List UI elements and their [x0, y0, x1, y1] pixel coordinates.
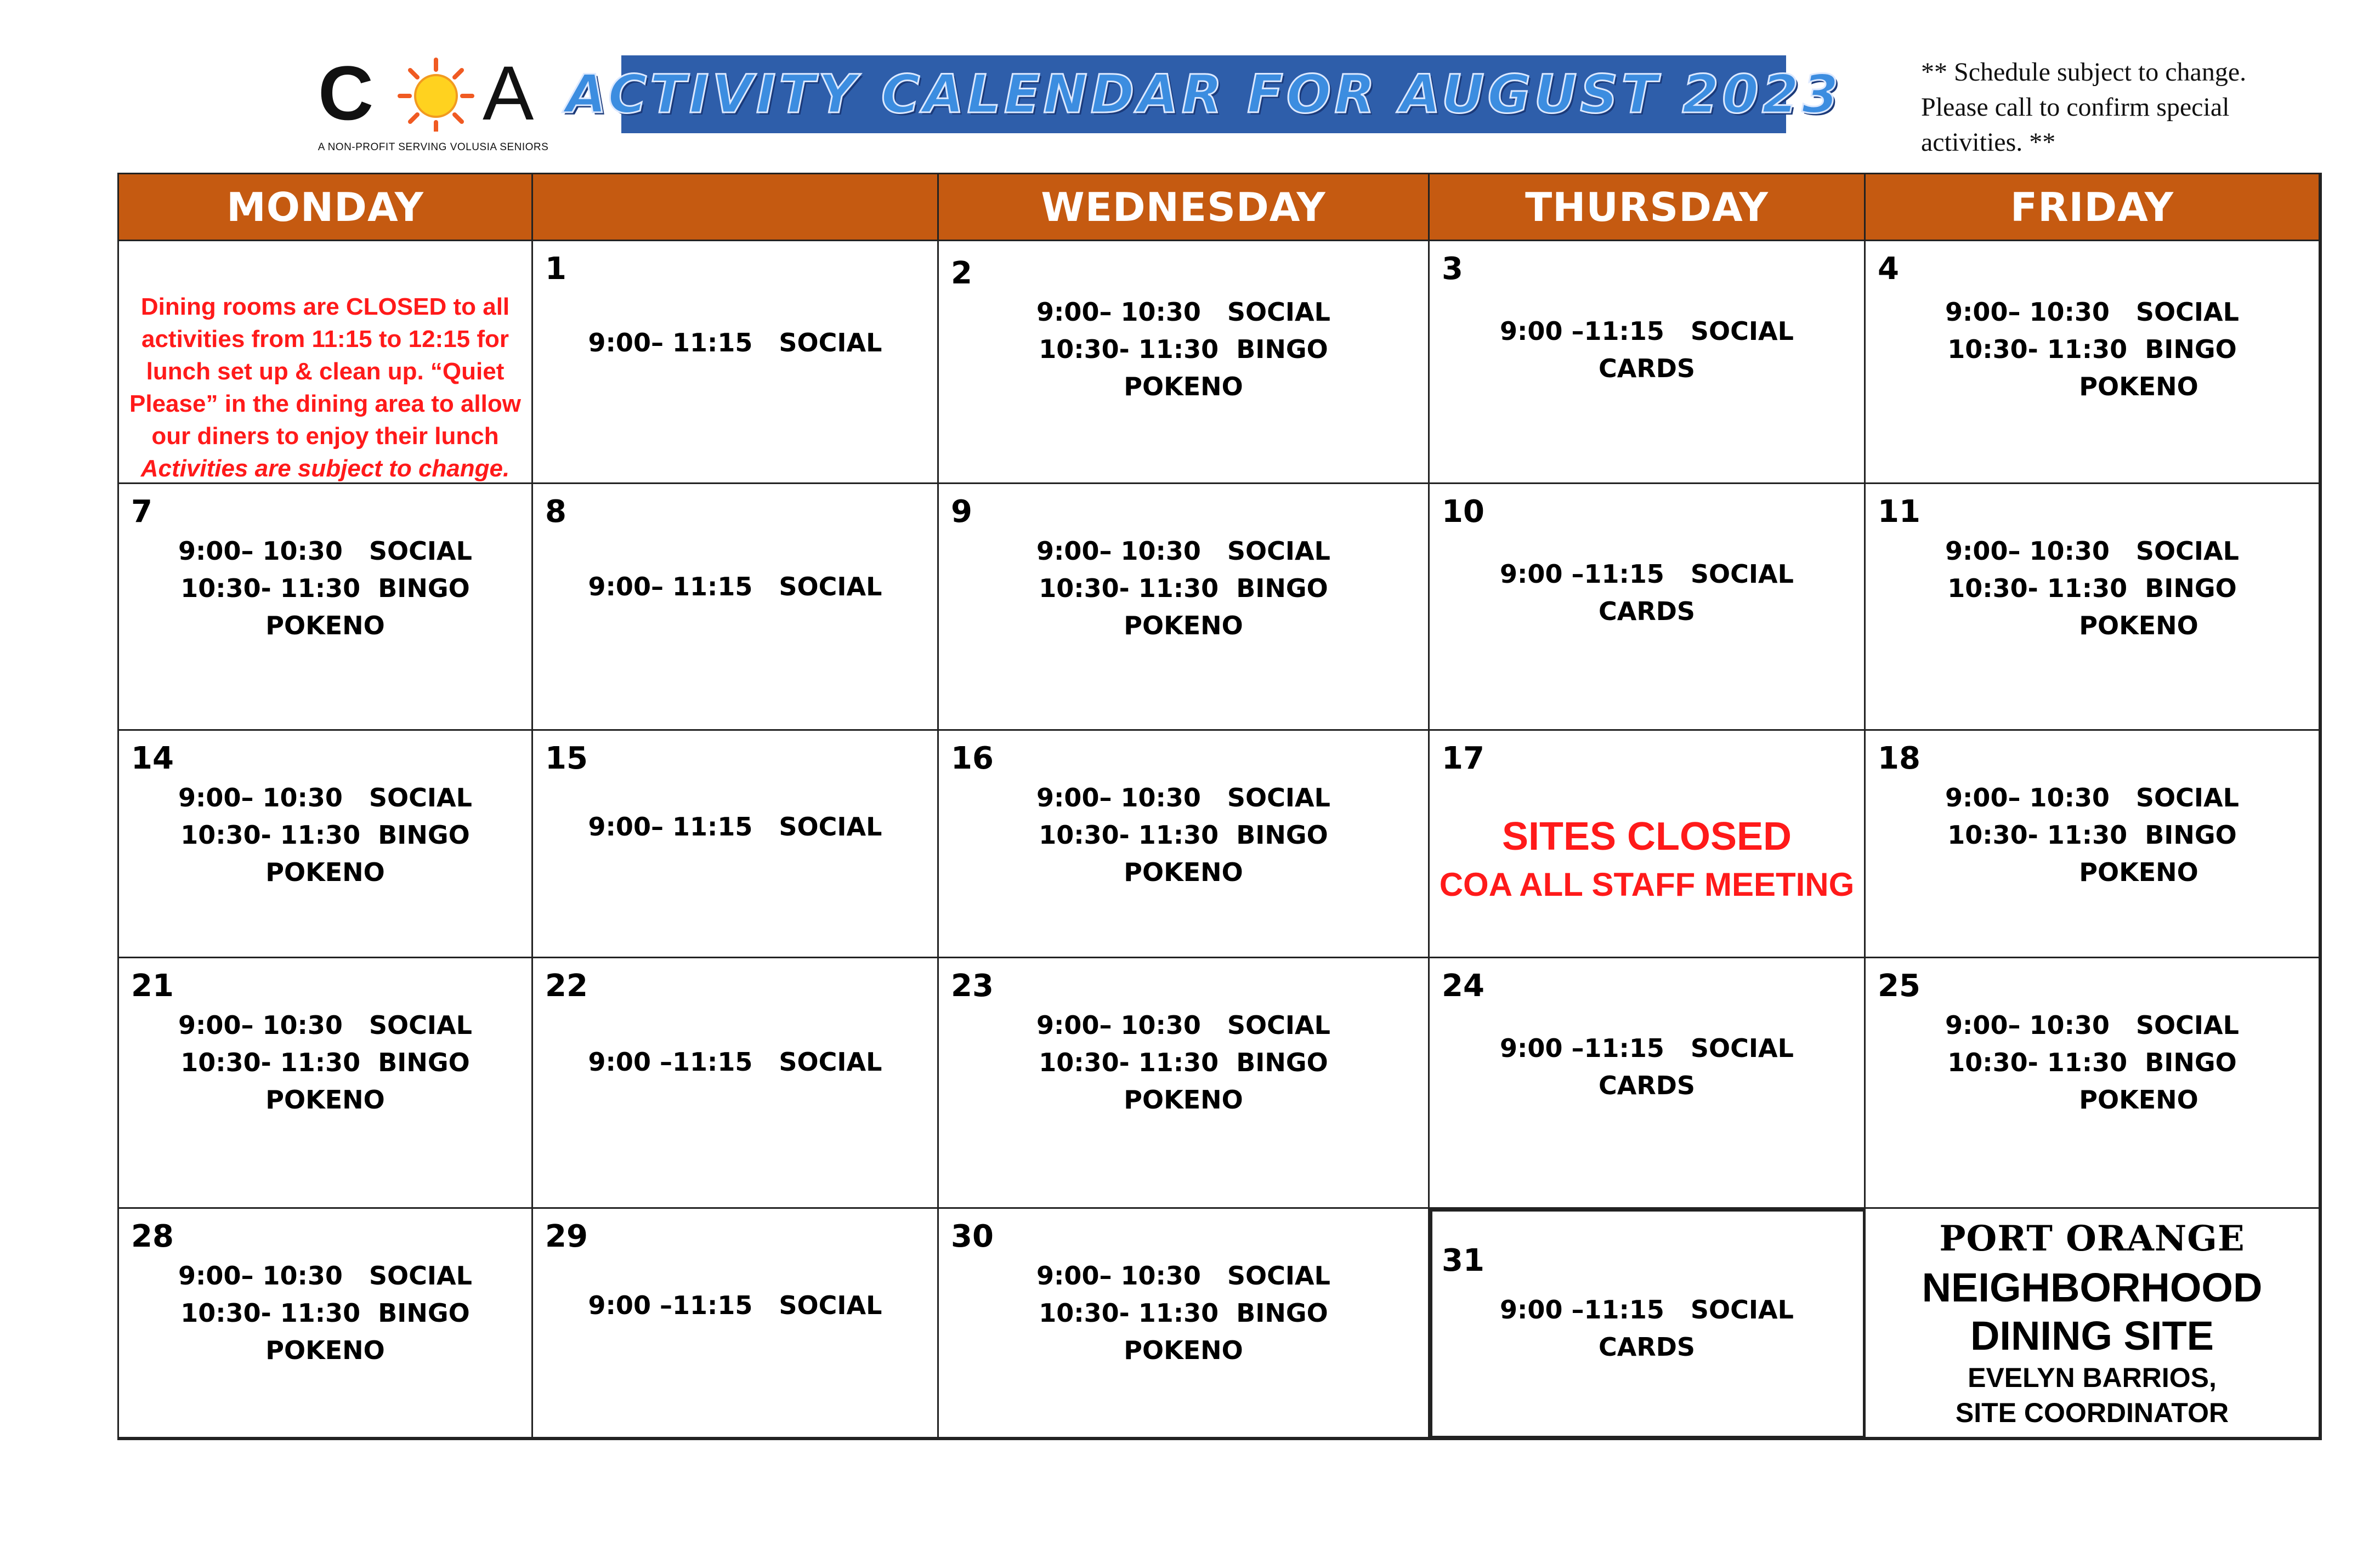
activity-line: 9:00 –11:15 SOCIAL — [1500, 1033, 1794, 1063]
activity-line: POKENO — [1124, 1085, 1243, 1115]
activity-line: 9:00 –11:15 SOCIAL — [588, 1291, 882, 1320]
day-cell — [1866, 241, 2320, 484]
activity-line: 9:00– 11:15 SOCIAL — [588, 572, 882, 601]
activity-line: POKENO — [1124, 611, 1243, 640]
activity-list — [1866, 532, 2319, 644]
column-header-wednesday: WEDNESDAY — [939, 174, 1430, 241]
day-cell — [119, 958, 533, 1209]
day-cell — [533, 241, 939, 484]
day-number: 9 — [951, 494, 972, 530]
day-cell — [1866, 731, 2320, 958]
activity-list — [533, 1287, 937, 1324]
activity-line: 9:00 –11:15 SOCIAL — [1500, 1295, 1794, 1324]
calendar-grid — [117, 173, 2322, 1440]
day-cell — [533, 1209, 939, 1439]
day-cell — [939, 1209, 1430, 1439]
activity-line: 9:00 –11:15 SOCIAL — [1500, 559, 1794, 589]
day-cell — [939, 958, 1430, 1209]
activity-list — [939, 1007, 1428, 1118]
day-cell — [1866, 484, 2320, 731]
day-cell — [939, 241, 1430, 484]
activity-list — [119, 1257, 531, 1369]
activity-line: 9:00 –11:15 SOCIAL — [1500, 316, 1794, 346]
activity-list — [939, 1257, 1428, 1369]
day-cell — [1430, 484, 1866, 731]
logo-tagline: A NON-PROFIT SERVING VOLUSIA SENIORS — [318, 141, 549, 153]
day-number: 28 — [131, 1219, 174, 1254]
day-number: 14 — [131, 741, 174, 776]
activity-list — [939, 532, 1428, 644]
day-number: 18 — [1878, 741, 1920, 776]
activity-list — [533, 1043, 937, 1081]
activity-line: 9:00– 10:30 SOCIAL — [178, 536, 472, 566]
day-cell — [533, 731, 939, 958]
calendar-title: ACTIVITY CALENDAR FOR AUGUST 2023 — [565, 64, 1842, 125]
column-header-monday: MONDAY — [119, 174, 533, 241]
day-number: 24 — [1442, 968, 1484, 1004]
activity-list — [1430, 1291, 1864, 1366]
day-cell — [1866, 958, 2320, 1209]
activity-list — [1866, 1007, 2319, 1118]
activity-line: 9:00– 10:30 SOCIAL — [178, 1261, 472, 1291]
sites-closed-title: SITES CLOSED — [1501, 815, 1792, 859]
day-number: 21 — [131, 968, 174, 1004]
schedule-note: ** Schedule subject to change. Please call to confirm special activities. ** — [1921, 58, 2247, 157]
activity-line: 10:30- 11:30 BINGO — [1947, 573, 2237, 603]
activity-list — [939, 293, 1428, 405]
site-info-line5: SITE COORDINATOR — [1955, 1397, 2229, 1428]
activity-line: POKENO — [2079, 611, 2198, 640]
activity-line: 9:00– 10:30 SOCIAL — [178, 1010, 472, 1040]
day-number: 30 — [951, 1219, 994, 1254]
day-number: 2 — [951, 255, 972, 291]
day-number: 17 — [1442, 741, 1484, 776]
activity-line: 9:00– 10:30 SOCIAL — [1945, 1010, 2239, 1040]
site-info-line1: PORT ORANGE — [1939, 1218, 2245, 1259]
activity-line: POKENO — [1124, 372, 1243, 401]
calendar-title-bar — [565, 55, 1842, 133]
activity-line: POKENO — [1124, 1335, 1243, 1365]
activity-line: 9:00– 10:30 SOCIAL — [1036, 297, 1330, 327]
day-number: 3 — [1442, 251, 1463, 287]
site-info — [1866, 1214, 2319, 1430]
activity-line: 9:00– 11:15 SOCIAL — [588, 328, 882, 357]
activity-list — [1430, 312, 1864, 387]
day-number: 11 — [1878, 494, 1920, 530]
activity-line: CARDS — [1598, 1071, 1696, 1100]
day-number: 8 — [545, 494, 566, 530]
sites-closed-notice — [1430, 813, 1864, 909]
svg-text:A: A — [483, 55, 534, 132]
column-header-blank — [533, 174, 939, 241]
day-cell — [939, 731, 1430, 958]
day-cell — [119, 731, 533, 958]
activity-list — [533, 568, 937, 605]
activity-line: 9:00 –11:15 SOCIAL — [588, 1047, 882, 1077]
activity-line: 10:30- 11:30 BINGO — [1039, 820, 1328, 850]
activity-line: CARDS — [1598, 354, 1696, 383]
day-cell — [1430, 731, 1866, 958]
activity-line: 10:30- 11:30 BINGO — [1039, 1298, 1328, 1328]
activity-line: 9:00– 10:30 SOCIAL — [1945, 536, 2239, 566]
day-cell — [533, 958, 939, 1209]
day-number: 10 — [1442, 494, 1484, 530]
activity-line: 9:00– 10:30 SOCIAL — [178, 783, 472, 812]
activity-line: POKENO — [265, 857, 385, 887]
activity-line: 10:30- 11:30 BINGO — [1947, 1048, 2237, 1077]
svg-text:C: C — [318, 55, 374, 132]
day-cell — [1430, 241, 1866, 484]
activity-line: POKENO — [2079, 1085, 2198, 1115]
activity-line: 9:00– 10:30 SOCIAL — [1036, 536, 1330, 566]
day-number: 22 — [545, 968, 588, 1004]
day-cell — [119, 484, 533, 731]
dining-notice-italic: Activities are subject to change. — [140, 455, 510, 482]
day-number: 25 — [1878, 968, 1920, 1004]
activity-line: 10:30- 11:30 BINGO — [1947, 820, 2237, 850]
day-cell — [1430, 958, 1866, 1209]
column-header-friday: FRIDAY — [1866, 174, 2320, 241]
activity-line: CARDS — [1598, 596, 1696, 626]
activity-line: POKENO — [1124, 857, 1243, 887]
activity-line: 9:00– 11:15 SOCIAL — [588, 812, 882, 842]
activity-line: 9:00– 10:30 SOCIAL — [1036, 783, 1330, 812]
activity-line: 10:30- 11:30 BINGO — [180, 573, 470, 603]
activity-line: 10:30- 11:30 BINGO — [180, 820, 470, 850]
activity-line: POKENO — [265, 1335, 385, 1365]
activity-list — [119, 1007, 531, 1118]
dining-notice-text: Dining rooms are CLOSED to all activities from 11:15 to 12:15 for lunch set up & clean up. “Quiet Please” in the dining area to allow our diners to enjoy their lunch — [129, 293, 521, 450]
activity-line: POKENO — [265, 611, 385, 640]
activity-line: POKENO — [2079, 857, 2198, 887]
activity-line: POKENO — [2079, 372, 2198, 401]
activity-list — [533, 324, 937, 361]
activity-list — [1430, 1030, 1864, 1104]
activity-line: 10:30- 11:30 BINGO — [1947, 334, 2237, 364]
day-number: 16 — [951, 741, 994, 776]
activity-line: 10:30- 11:30 BINGO — [180, 1298, 470, 1328]
activity-line: POKENO — [265, 1085, 385, 1115]
activity-list — [1430, 555, 1864, 630]
activity-list — [119, 779, 531, 891]
site-info-cell — [1866, 1209, 2320, 1439]
day-number: 15 — [545, 741, 588, 776]
day-cell — [119, 1209, 533, 1439]
activity-line: CARDS — [1598, 1332, 1696, 1362]
activity-line: 9:00– 10:30 SOCIAL — [1036, 1261, 1330, 1291]
activity-line: 10:30- 11:30 BINGO — [1039, 1048, 1328, 1077]
site-info-line3: DINING SITE — [1970, 1313, 2214, 1358]
day-cell — [939, 484, 1430, 731]
day-number: 29 — [545, 1219, 588, 1254]
day-number: 4 — [1878, 251, 1899, 287]
activity-line: 9:00– 10:30 SOCIAL — [1945, 297, 2239, 327]
day-cell — [1430, 1209, 1866, 1439]
activity-line: 10:30- 11:30 BINGO — [1039, 573, 1328, 603]
staff-meeting-text: COA ALL STAFF MEETING — [1439, 866, 1855, 903]
day-cell — [533, 484, 939, 731]
dining-notice-cell — [119, 241, 533, 484]
day-number: 7 — [131, 494, 152, 530]
activity-line: 10:30- 11:30 BINGO — [180, 1048, 470, 1077]
activity-list — [1866, 779, 2319, 891]
coa-logo — [307, 55, 559, 159]
day-number: 1 — [545, 251, 566, 287]
activity-list — [1866, 293, 2319, 405]
coa-logo-mark — [318, 55, 548, 132]
activity-line: 9:00– 10:30 SOCIAL — [1945, 783, 2239, 812]
day-number: 31 — [1442, 1243, 1484, 1278]
column-header-thursday: THURSDAY — [1430, 174, 1866, 241]
site-info-line4: EVELYN BARRIOS, — [1968, 1362, 2217, 1393]
activity-line: 10:30- 11:30 BINGO — [1039, 334, 1328, 364]
site-info-line2: NEIGHBORHOOD — [1922, 1265, 2263, 1310]
activity-line: 9:00– 10:30 SOCIAL — [1036, 1010, 1330, 1040]
activity-list — [119, 532, 531, 644]
activity-list — [939, 779, 1428, 891]
activity-list — [533, 808, 937, 845]
day-number: 23 — [951, 968, 994, 1004]
dining-notice — [124, 291, 526, 485]
